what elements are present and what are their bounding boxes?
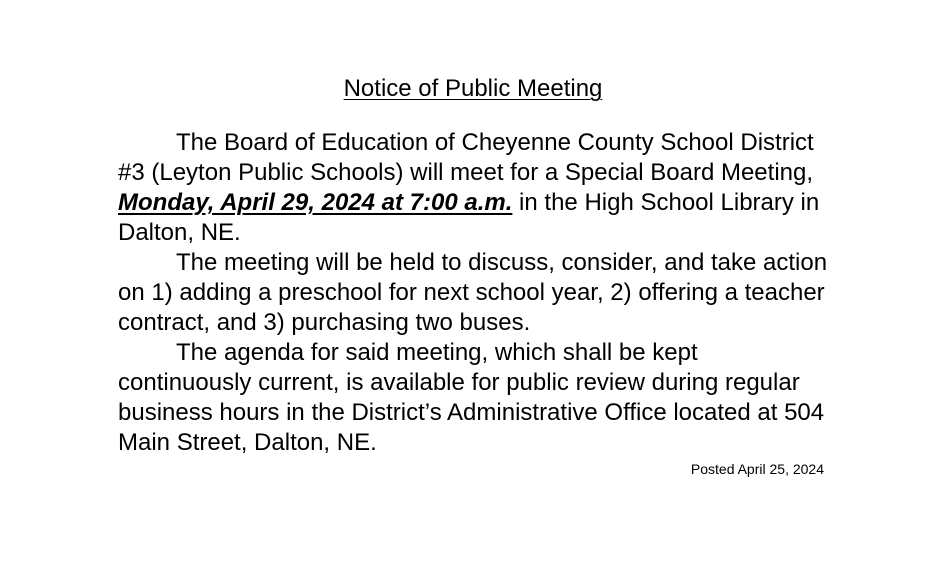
meeting-location-text: in the High School Library in Dalton, NE. xyxy=(118,189,820,246)
posted-date: Posted April 25, 2024 xyxy=(690,461,824,477)
meeting-intro-text: The Board of Education of Cheyenne County School District #3 (Leyton Public Schools) will meet for a Special Board Meeting, xyxy=(118,129,814,186)
notice-paragraph-agenda-items: The meeting will be held to discuss, consider, and take action on 1) adding a preschool for next school year, 2) offering a teacher contract, and 3) purchasing two buses. xyxy=(118,249,828,336)
notice-title: Notice of Public Meeting xyxy=(343,75,603,102)
meeting-date-time: Monday, April 29, 2024 at 7:00 a.m. xyxy=(118,189,513,216)
notice-paragraph-availability: The agenda for said meeting, which shall be kept continuously current, is available for public review during regular business hours in the District’s Administrative Office located at 504 Main Street, Dalton, NE. xyxy=(118,339,825,456)
public-meeting-notice xyxy=(118,72,828,478)
notice-paragraph-meeting xyxy=(118,128,828,248)
